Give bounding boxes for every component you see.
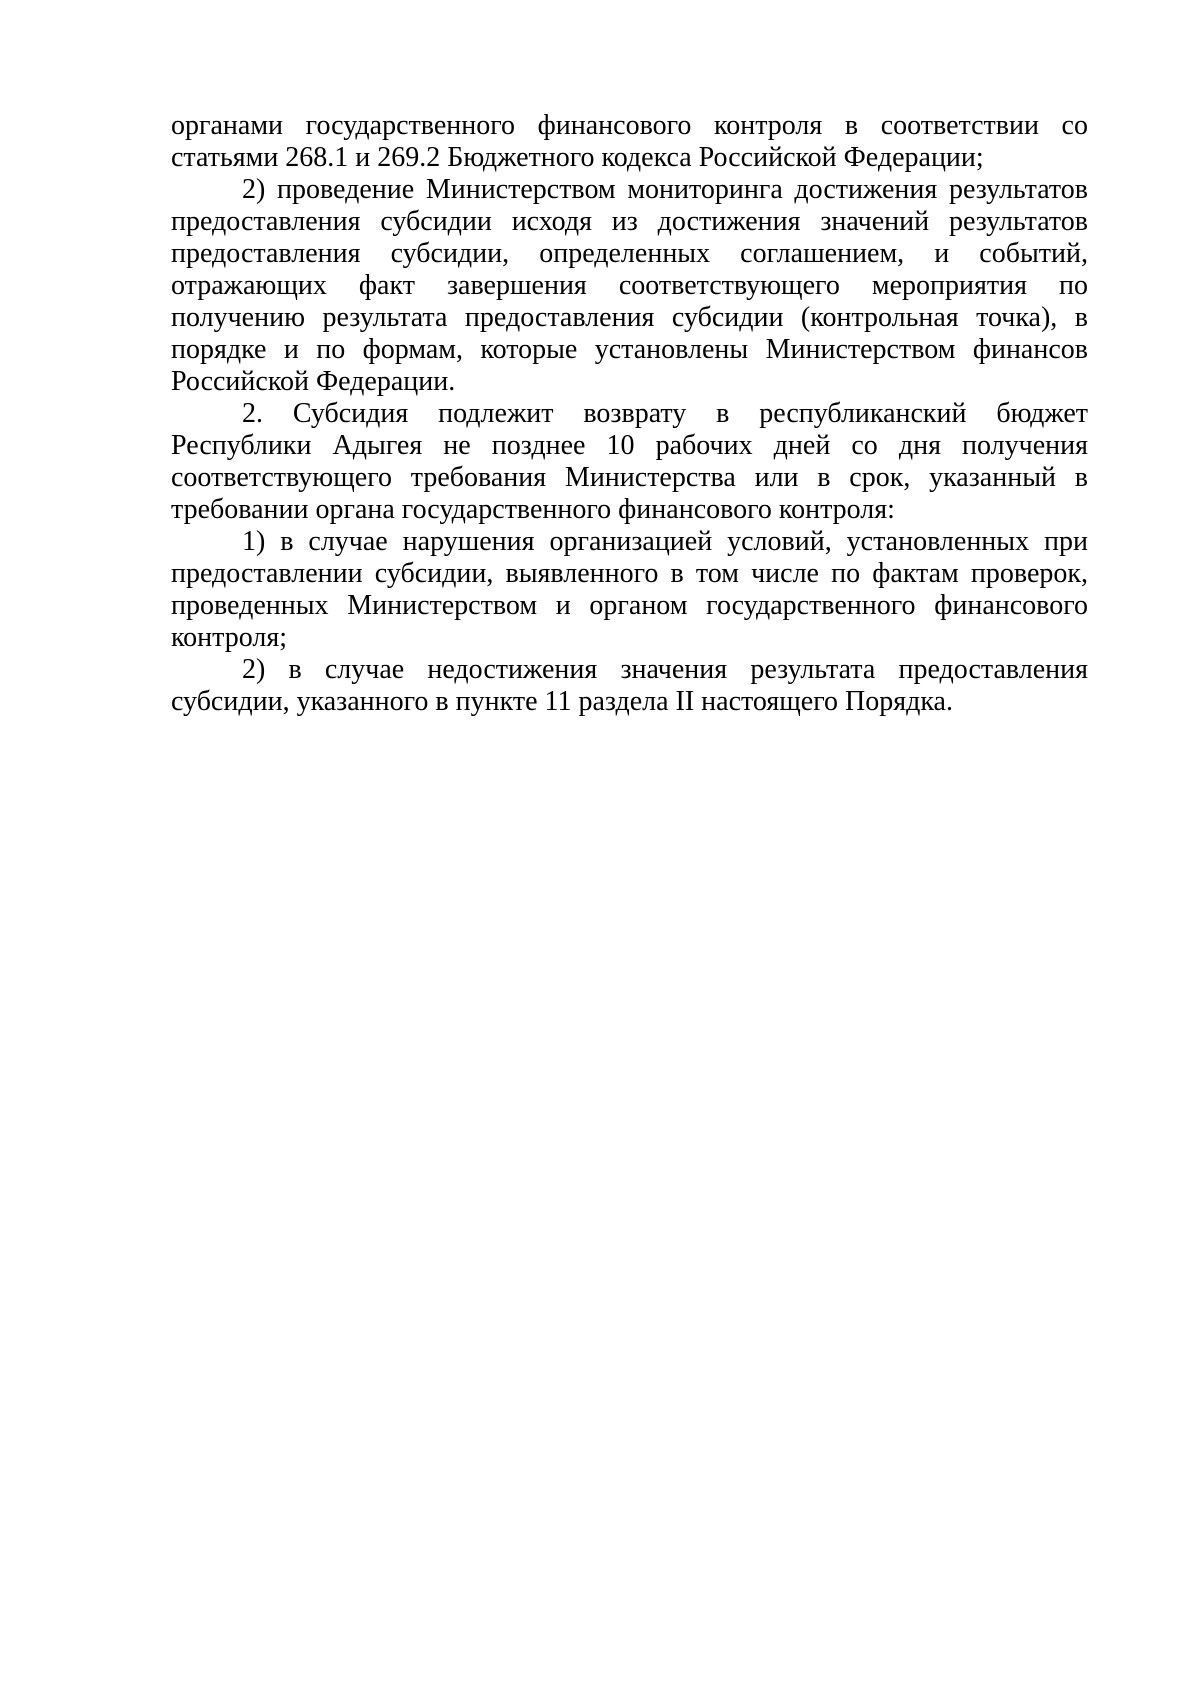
document-body (171, 110, 1088, 718)
paragraph-item-2-nonachievement: 2) в случае недостижения значения результата предоставления субсидии, указанного в пункте 11 раздела II настоящего Порядка. (171, 654, 1088, 717)
paragraph-item-1-violation: 1) в случае нарушения организацией условий, установленных при предоставлении субсидии, выявленного в том числе по фактам проверок, проведенных Министерством и органом государственного финансового контроля; (171, 526, 1088, 653)
paragraph-point-2-refund: 2. Субсидия подлежит возврату в республиканский бюджет Республики Адыгея не позднее 10 рабочих дней со дня получения соответствующего требования Министерства или в срок, указанный в требовании органа государственного финансового контроля: (171, 398, 1088, 525)
paragraph-continuation: органами государственного финансового контроля в соответствии со статьями 268.1 и 269.2 Бюджетного кодекса Российской Федерации; (171, 110, 1088, 173)
paragraph-item-2-monitoring: 2) проведение Министерством мониторинга достижения результатов предоставления субсидии исходя из достижения значений результатов предоставления субсидии, определенных соглашением, и событий, отражающих факт завершения соответствующего мероприятия по получению результата предоставления субсидии (контрольная точка), в порядке и по формам, которые установлены Министерством финансов Российской Федерации. (171, 174, 1088, 397)
